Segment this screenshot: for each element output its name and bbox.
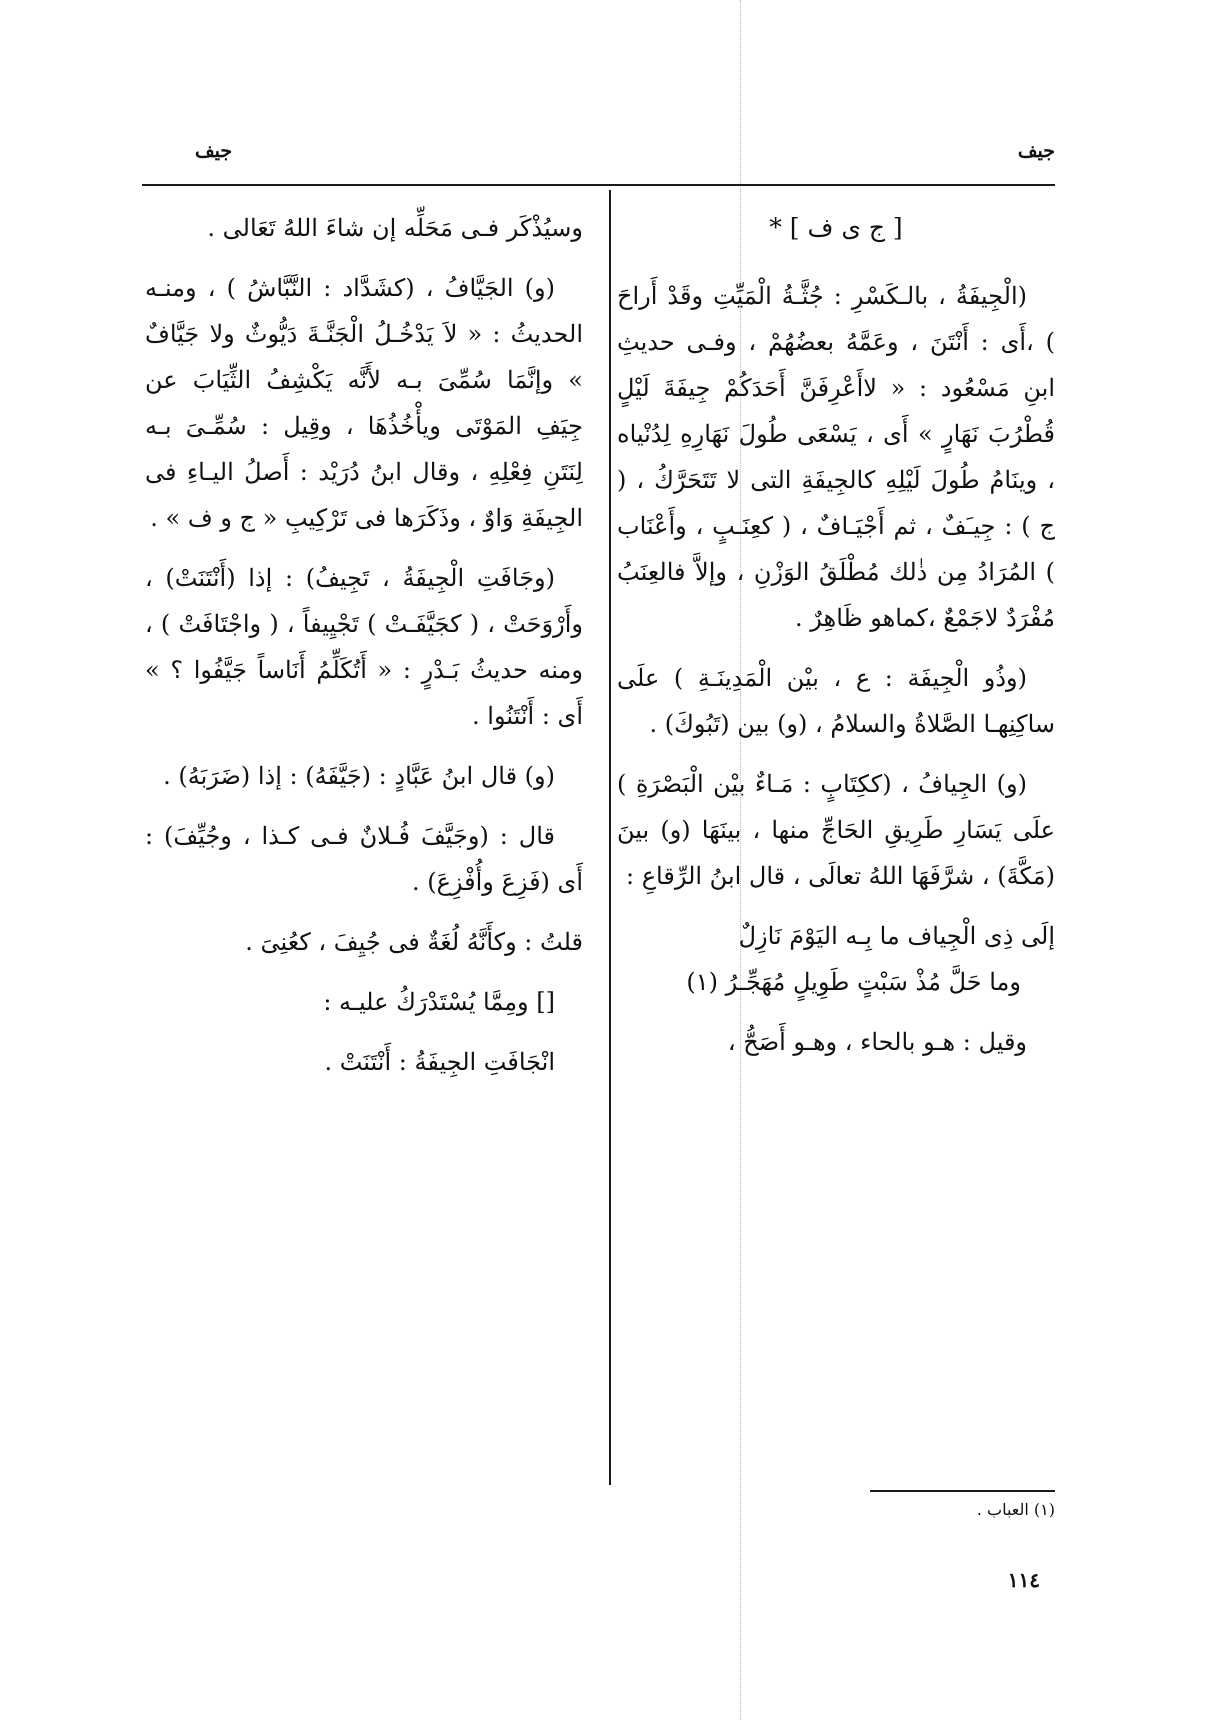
header-rule [142,184,1055,186]
entry-paragraph: وقيل : هـو بالحاء ، وهـو أَصَحُّ ، [727,1028,1027,1056]
entry-paragraph: وسيُذْكَر فـى مَحَلِّه إن شاءَ اللهُ تَعَالى . [207,214,583,242]
running-head-right: جيف [1017,140,1055,162]
entry-paragraph: [] ومِمَّا يُسْتَدْرَكُ عليـه : [323,988,555,1016]
entry-paragraph: (و) قال ابنُ عَبَّادٍ : (جَيَّفَهُ) : إذا (ضَرَبَهُ) . [163,762,555,790]
verse [617,913,1055,1005]
entry-paragraph: قلتُ : وكأَنَّهُ لُغَةٌ فى جُيِفَ ، كعُنِىَ . [245,928,583,956]
entry-paragraph: انْجَافَتِ الجِيفَةُ : أَنْتَنَتْ . [324,1048,555,1076]
root-heading: [ ج ى ف ] * [769,213,903,242]
entry-paragraph: (وذُو الْجِيفَة : ع ، بيْن الْمَدِينَـةِ ) علَى ساكِنِهـا الصَّلاةُ والسلامُ ، (و) بين (تَبُوكَ) . [617,664,1055,738]
footnote: (١) العباب . [976,1500,1055,1519]
left-column [145,205,583,1099]
entry-paragraph: (الْجِيفَةُ ، بالـكَسْرِ : جُثَّـةُ الْمَيِّتِ وقَدْ أَراحَ ) ،أَى : أَنْتَنَ ، وعَمَّهُ بعضُهُمْ ، وفـى حديثِ ابنِ مَسْعُود : « لاأَعْرِفَنَّ أَحَدَكُمْ جِيفَةَ لَيْلٍ قُطْرُبَ نَهَارٍ » أَى ، يَسْعَى طُولَ نَهَارِهِ لِدُنْياه ، وينَامُ طُولَ لَيْلِهِ كالجِيفَةِ التى لا تَتَحَرَّكُ ، ( ج ) : جِيـَفٌ ، ثم أَجْيَـافٌ ، ( كعِنَـبٍ ، وأَعْنَاب ) المُرَادُ مِن ذٰلك مُطْلَقُ الوَزْنِ ، وإلاَّ فالعِنَبُ مُفْرَدٌ لاجَمْعٌ ،كماهو ظَاهِرٌ . [617,282,1055,632]
entry-paragraph: (و) الجَيَّافُ ، (كشَدَّاد : النَّبَّاشُ ) ، ومنـه الحديثُ : « لاَ يَدْخُـلُ الْجَنَّـةَ دَيُّوثٌ ولا جَيَّافٌ » وإنَّمَا سُمِّىَ بـه لأَنَّه يَكْشِفُ الثِّيَابَ عن جِيَفِ المَوْتَى ويأْخُذُهَا ، وقِيل : سُمِّـىَ بـه لِنَتَنِ فِعْلِهِ ، وقال ابنُ دُرَيْد : أَصلُ اليـاءِ فى الجِيفَةِ وَاوٌ ، وذَكَرَها فى تَرْكِيبِ « ج و ف » . [145,274,583,532]
footnote-rule [870,1490,1055,1492]
verse-line-2: وما حَلَّ مُذْ سَبْتٍ طَوِيلٍ مُهَجِّـرُ (١) [686,968,1021,996]
column-divider [609,190,611,1485]
verse-line-1: إلَى ذِى الْجِياف ما بِـه اليَوْمَ نَازِلٌ [738,922,1055,950]
entry-paragraph: قال : (وجَيَّفَ فُـلانٌ فـى كـذا ، وجُيِّفَ) : أَى (فَزِعَ وأُفْزِعَ) . [145,822,583,896]
right-column [617,205,1055,1079]
page-number: ١١٤ [1007,1568,1040,1592]
running-head-left: جيف [195,140,233,162]
entry-paragraph: (وجَافَتِ الْجِيفَةُ ، تَجِيفُ) : إذا (أَنْتَنَتْ) ، وأَرْوَحَتْ ، ( كجَيَّفَـتْ ) تَجْيِيفاً ، ( واجْتَافَتْ ) ، ومنه حديثُ بَـدْرٍ : « أَتُكَلِّمُ أَنَاساً جَيَّفُوا ؟ » أَى : أَنْتَنُوا . [145,564,583,730]
entry-paragraph: (و) الجِيافُ ، (ككِتَابٍ : مَـاءٌ بيْن الْبَصْرَةِ ) علَى يَسَارِ طَرِيقِ الحَاجِّ منها ، بينَهَا (و) بينَ (مَكَّةَ) ، شرَّفَهَا اللهُ تعالَى ، قال ابنُ الرِّقاعِ : [617,770,1055,890]
